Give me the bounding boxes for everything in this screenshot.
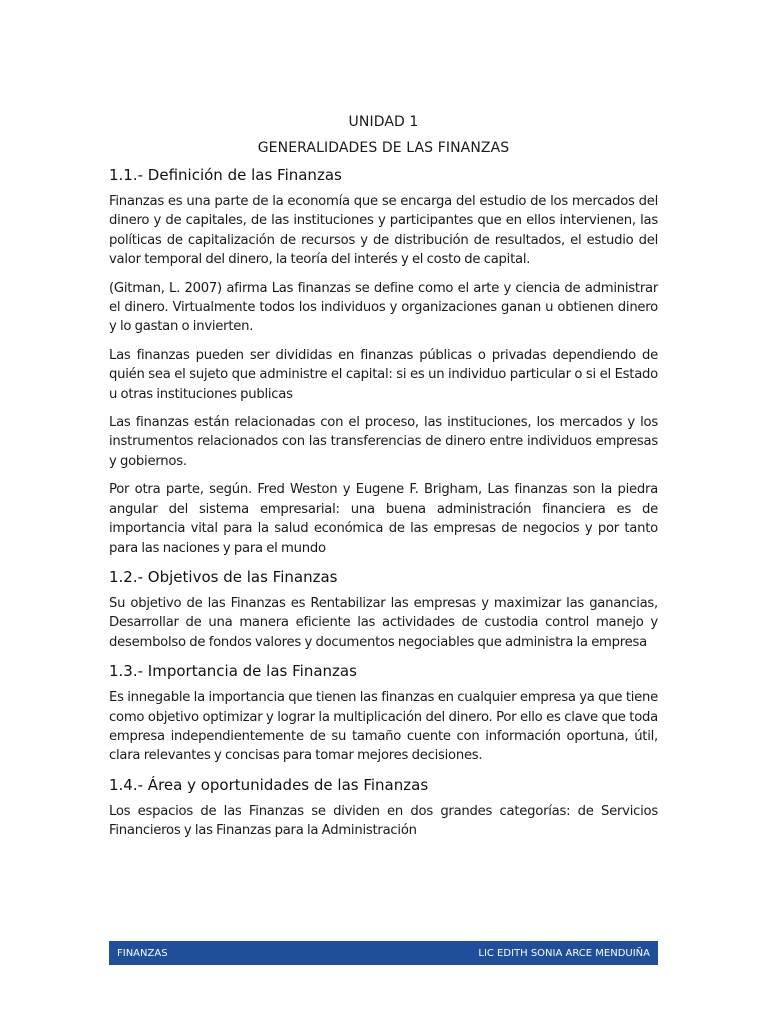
section-importancia: [109, 662, 658, 766]
paragraph: Los espacios de las Finanzas se dividen en dos grandes categorías: de Servicios Financieros y las Finanzas para la Administración: [109, 803, 658, 839]
paragraph: Su objetivo de las Finanzas es Rentabilizar las empresas y maximizar las ganancias, Desarrollar de una manera eficiente las actividades de custodia control manejo y desembolso de fondos valores y documentos negociables que administra la empresa: [109, 595, 658, 650]
section-definicion: [109, 166, 658, 558]
page-footer: [109, 941, 658, 965]
paragraph: Finanzas es una parte de la economía que se encarga del estudio de los mercados del dinero y de capitales, de las instituciones y participantes que en ellos intervienen, las políticas de capitalización de recursos y de distribución de resultados, el estudio del valor temporal del dinero, la teoría del interés y el costo de capital.: [109, 194, 658, 268]
document-title: GENERALIDADES DE LAS FINANZAS: [257, 140, 510, 156]
unit-title: UNIDAD 1: [348, 114, 419, 130]
footer-author: LIC EDITH SONIA ARCE MENDUIÑA: [478, 947, 650, 959]
section-area-oportunidades: [109, 776, 658, 841]
document-page: [109, 110, 658, 850]
section-objetivos: [109, 568, 658, 652]
section-heading: 1.3.- Importancia de las Finanzas: [109, 662, 357, 681]
paragraph: Las finanzas pueden ser divididas en finanzas públicas o privadas dependiendo de quién sea el sujeto que administre el capital: si es un individuo particular o si el Estado u otras instituciones publicas: [109, 347, 658, 402]
section-heading: 1.1.- Definición de las Finanzas: [109, 166, 342, 184]
footer-subject: FINANZAS: [117, 947, 168, 959]
section-heading: 1.4.- Área y oportunidades de las Finanzas: [109, 775, 429, 794]
paragraph: Por otra parte, según. Fred Weston y Eugene F. Brigham, Las finanzas son la piedra angular del sistema empresarial: una buena administración financiera es de importancia vital para la salud económica de las empresas de negocios y por tanto para las naciones y para el mundo: [109, 482, 658, 556]
paragraph: Las finanzas están relacionadas con el proceso, las instituciones, los mercados y los instrumentos relacionados con las transferencias de dinero entre individuos empresas y gobiernos.: [109, 415, 658, 469]
paragraph: Es innegable la importancia que tienen las finanzas en cualquier empresa ya que tiene como objetivo optimizar y lograr la multiplicación del dinero. Por ello es clave que toda empresa independientemente de su tamaño cuente con información oportuna, útil, clara relevantes y concisas para tomar mejores decisiones.: [109, 690, 658, 764]
paragraph: (Gitman, L. 2007) afirma Las finanzas se define como el arte y ciencia de administrar el dinero. Virtualmente todos los individuos y organizaciones ganan u obtienen dinero y lo gastan o invierten.: [109, 280, 658, 335]
section-heading: 1.2.- Objetivos de las Finanzas: [109, 567, 338, 586]
